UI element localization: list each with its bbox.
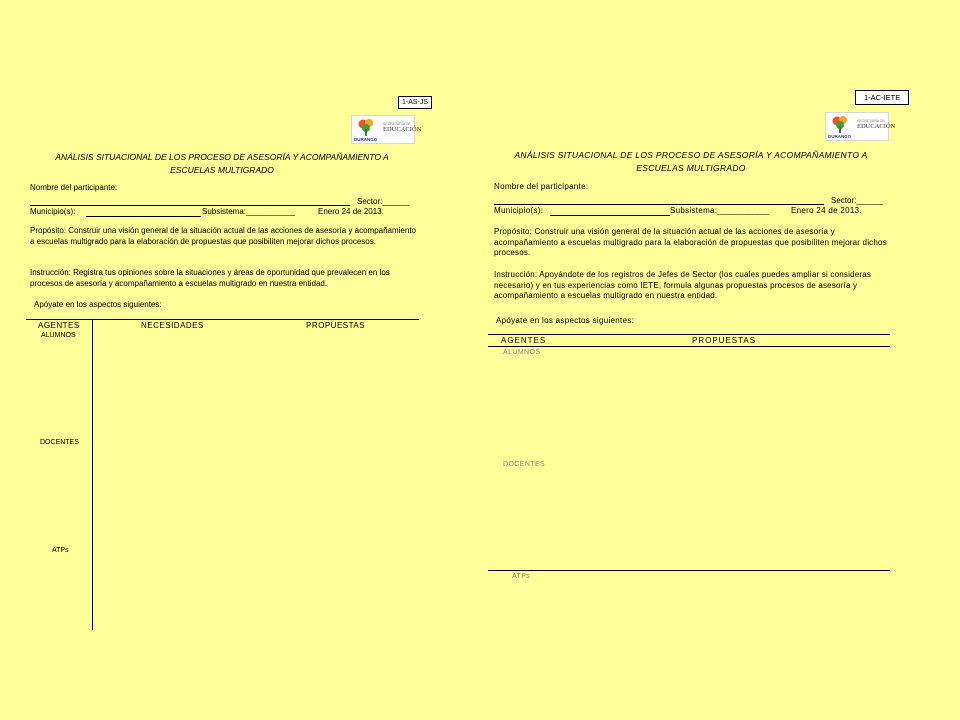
participant-name-line[interactable] <box>494 204 824 205</box>
date-text: Enero 24 de 2013. <box>791 206 862 215</box>
municipality-line[interactable] <box>86 216 201 217</box>
logo-educacion: EDUCACIÓN <box>383 126 422 133</box>
subsystem-label: Subsistema:___________ <box>670 206 770 215</box>
logo-flower-icon <box>828 114 854 134</box>
logo-flower-icon <box>354 117 380 137</box>
logo-secretaria: SECRETARÍA DE <box>857 119 885 123</box>
agent-atps: ATPs <box>512 573 531 580</box>
participant-name-label: Nombre del participante: <box>30 183 118 192</box>
instruction-text: Instrucción: Registra tus opiniones sobre la situaciones y áreas de oportunidad que prevalecen en los procesos de asesoría y acompañamiento a escuelas multigrado en nuestra entidad. <box>30 268 390 288</box>
municipality-line[interactable] <box>550 215 670 216</box>
date-text: Enero 24 de 2013. <box>318 207 384 216</box>
title-line-1: ANÁLISIS SITUACIONAL DE LOS PROCESO DE ASESORÍA Y ACOMPAÑAMIENTO A <box>55 152 389 162</box>
logo-educacion: EDUCACIÓN <box>857 123 896 130</box>
agent-teachers: DOCENTES <box>503 461 546 468</box>
logo-state-name: DURANGO <box>828 134 852 139</box>
table-top-rule <box>26 319 419 320</box>
education-logo <box>825 112 896 141</box>
subsystem-label: Subsistema:___________ <box>202 207 295 216</box>
form-code-box: 1-AC-IETE <box>855 90 909 105</box>
header-agents: AGENTES <box>501 336 547 345</box>
instruction-text: Instrucción: Apoyándote de los registros de Jefes de Sector (los cuales puedes ampliar si consideras necesario) y en tus experiencias como IETE, formula algunas propuestas procesos de asesoría y acompañamiento a escuelas multigrado en nuestra entidad. <box>494 270 872 300</box>
logo-state-name: DURANGO <box>354 137 378 142</box>
sector-label: Sector:______ <box>831 196 884 205</box>
form-title <box>491 149 891 175</box>
right-form <box>480 0 960 720</box>
title-line-2: ESCUELAS MULTIGRADO <box>170 165 274 175</box>
title-line-1: ANÁLISIS SITUACIONAL DE LOS PROCESO DE ASESORÍA Y ACOMPAÑAMIENTO A <box>514 150 868 160</box>
table-header-rule <box>488 346 890 347</box>
aspects-text: Apóyate en los aspectos siguientes: <box>34 300 162 309</box>
agent-students: ALUMNOS <box>503 349 541 356</box>
table-column-divider <box>92 320 93 630</box>
purpose-text: Propósito: Construir una visión general de la situación actual de las acciones de asesoría y acompañamiento a escuelas multigrado para la elaboración de propuestas que posibiliten mejorar dichos procesos. <box>494 227 887 257</box>
sector-label: Sector:______ <box>357 197 410 206</box>
municipality-label: Municipio(s): <box>30 207 76 216</box>
form-title <box>22 151 422 177</box>
form-code-box: 1-AS-JS <box>398 96 432 109</box>
participant-name-label: Nombre del participante: <box>494 182 589 191</box>
header-agents: AGENTES <box>38 321 80 330</box>
header-needs: NECESIDADES <box>141 321 204 330</box>
table-top-rule <box>488 334 890 335</box>
agent-students: ALUMNOS <box>41 332 76 339</box>
header-proposals: PROPUESTAS <box>692 336 757 345</box>
title-line-2: ESCUELAS MULTIGRADO <box>636 163 746 173</box>
agent-teachers: DOCENTES <box>40 439 79 446</box>
agent-atps: ATPs <box>52 547 69 554</box>
logo-secretaria: SECRETARÍA DE <box>383 122 411 126</box>
table-bottom-rule <box>488 570 890 571</box>
municipality-label: Municipio(s): <box>494 206 544 215</box>
purpose-text: Propósito: Construir una visión general de la situación actual de las acciones de asesoría y acompañamiento a escuelas multigrado para la elaboración de propuestas que posibiliten mejorar dichos procesos. <box>30 226 416 246</box>
header-proposals: PROPUESTAS <box>306 321 366 330</box>
education-logo <box>351 115 422 144</box>
aspects-text: Apóyate en los aspectos siguientes: <box>496 316 635 325</box>
participant-name-line[interactable] <box>30 205 350 206</box>
